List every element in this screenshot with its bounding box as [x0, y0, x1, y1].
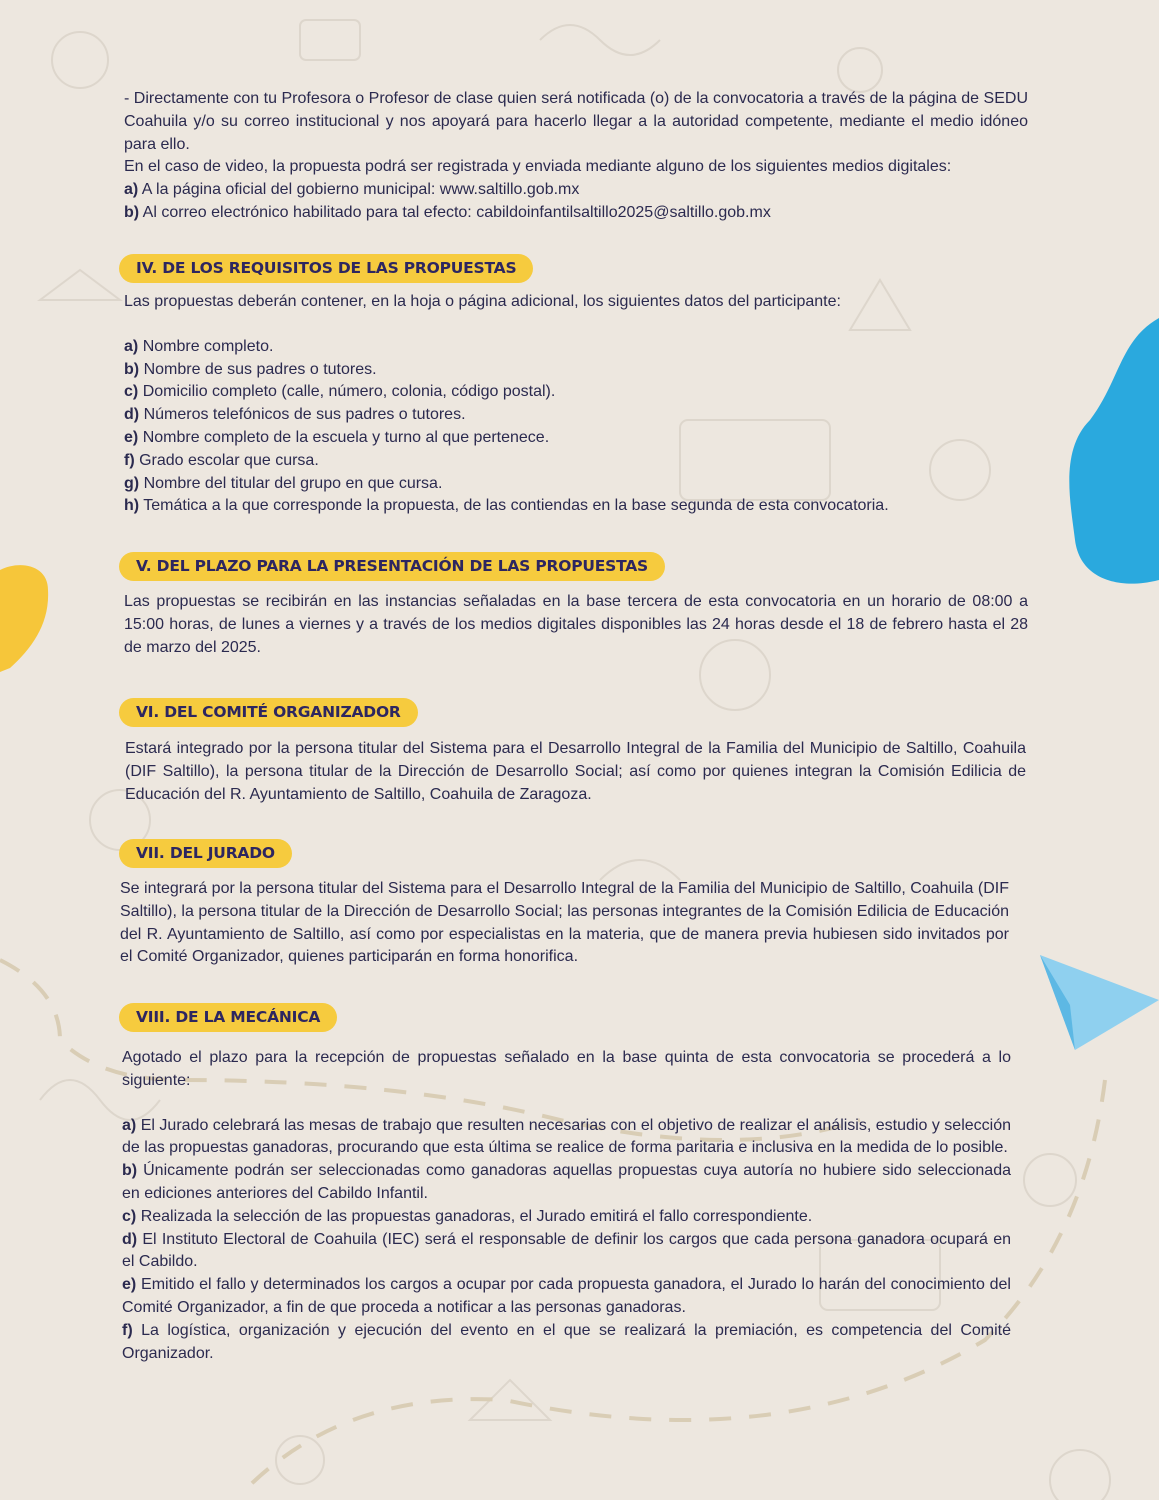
section-4-title: IV. DE LOS REQUISITOS DE LAS PROPUESTAS	[119, 254, 533, 283]
section-4-body	[124, 291, 1028, 518]
section-6-body: Estará integrado por la persona titular del Sistema para el Desarrollo Integral de la Familia del Municipio de Saltillo, Coahuila (DIF Saltillo), la persona titular de la Dirección de Desarrollo Social; así como por quienes integran la Comisión Edilicia de Educación del R. Ayuntamiento de Saltillo, Coahuila de Zaragoza.	[125, 740, 1026, 803]
section-7-title: VII. DEL JURADO	[119, 839, 292, 868]
section-5-title: V. DEL PLAZO PARA LA PRESENTACIÓN DE LAS PROPUESTAS	[119, 552, 665, 581]
section-4-intro: Las propuestas deberán contener, en la hoja o página adicional, los siguientes datos del participante:	[124, 293, 841, 310]
list-item: g) Nombre del titular del grupo en que cursa.	[124, 474, 443, 492]
list-item: b) Únicamente podrán ser seleccionadas como ganadoras aquellas propuestas cuya autoría no hubiere sido seleccionada en ediciones anteriores del Cabildo Infantil.	[122, 1162, 1011, 1202]
intro-line-1: - Directamente con tu Profesora o Profesor de clase quien será notificada (o) de la convocatoria a través de la página de SEDU Coahuila y/o su correo institucional y nos apoyará para hacerlo llegar a la autoridad competente, mediante el medio idóneo para ello.	[124, 90, 1028, 153]
list-item: e) Nombre completo de la escuela y turno al que pertenece.	[124, 428, 550, 446]
list-item: c) Realizada la selección de las propuestas ganadoras, el Jurado emitirá el fallo correspondiente.	[122, 1207, 813, 1225]
section-8-title: VIII. DE LA MECÁNICA	[119, 1003, 337, 1032]
list-item: h) Temática a la que corresponde la propuesta, de las contiendas en la base segunda de esta convocatoria.	[124, 497, 889, 515]
list-item: e) Emitido el fallo y determinados los cargos a ocupar por cada propuesta ganadora, el Jurado lo harán del conocimiento del Comité Organizador, a fin de que proceda a notificar a las personas ganadoras.	[122, 1276, 1011, 1316]
intro-block	[124, 88, 1028, 225]
list-item: d) El Instituto Electoral de Coahuila (IEC) será el responsable de definir los cargos que cada persona ganadora ocupará en el Cabildo.	[122, 1230, 1011, 1271]
intro-item-b: b) Al correo electrónico habilitado para tal efecto: cabildoinfantilsaltillo2025@saltillo.gob.mx	[124, 203, 771, 221]
section-8-intro: Agotado el plazo para la recepción de propuestas señalado en la base quinta de esta convocatoria se procederá a lo siguiente:	[122, 1049, 1011, 1089]
section-6-title: VI. DEL COMITÉ ORGANIZADOR	[119, 698, 418, 727]
list-item: b) Nombre de sus padres o tutores.	[124, 360, 377, 378]
list-item: c) Domicilio completo (calle, número, colonia, código postal).	[124, 383, 556, 401]
section-7-body: Se integrará por la persona titular del Sistema para el Desarrollo Integral de la Familia del Municipio de Saltillo, Coahuila (DIF Saltillo), la persona titular de la Dirección de Desarrollo Social; las personas integrantes de la Comisión Edilicia de Educación del R. Ayuntamiento de Saltillo, así como por especialistas en la materia, que de manera previa hubiesen sido invitados por el Comité Organizador, quienes participarán en forma honorifica.	[120, 880, 1009, 966]
intro-line-2: En el caso de video, la propuesta podrá ser registrada y enviada mediante alguno de los siguientes medios digitales:	[124, 158, 952, 176]
list-item: d) Números telefónicos de sus padres o tutores.	[124, 406, 466, 424]
list-item: f) Grado escolar que cursa.	[124, 451, 319, 469]
intro-item-a: a) A la página oficial del gobierno municipal: www.saltillo.gob.mx	[124, 181, 580, 199]
section-5-body: Las propuestas se recibirán en las instancias señaladas en la base tercera de esta convocatoria en un horario de 08:00 a 15:00 horas, de lunes a viernes y a través de los medios digitales disponibles las 24 horas desde el 18 de febrero hasta el 28 de marzo del 2025.	[124, 593, 1028, 656]
section-8-body	[122, 1047, 1011, 1365]
list-item: a) Nombre completo.	[124, 337, 274, 355]
list-item: a) El Jurado celebrará las mesas de trabajo que resulten necesarias con el objetivo de realizar el análisis, estudio y selección de las propuestas ganadoras, procurando que esta última se realice de forma paritaria e inclusiva en la medida de lo posible.	[122, 1116, 1012, 1157]
list-item: f) La logística, organización y ejecución del evento en el que se realizará la premiación, es competencia del Comité Organizador.	[122, 1321, 1012, 1362]
